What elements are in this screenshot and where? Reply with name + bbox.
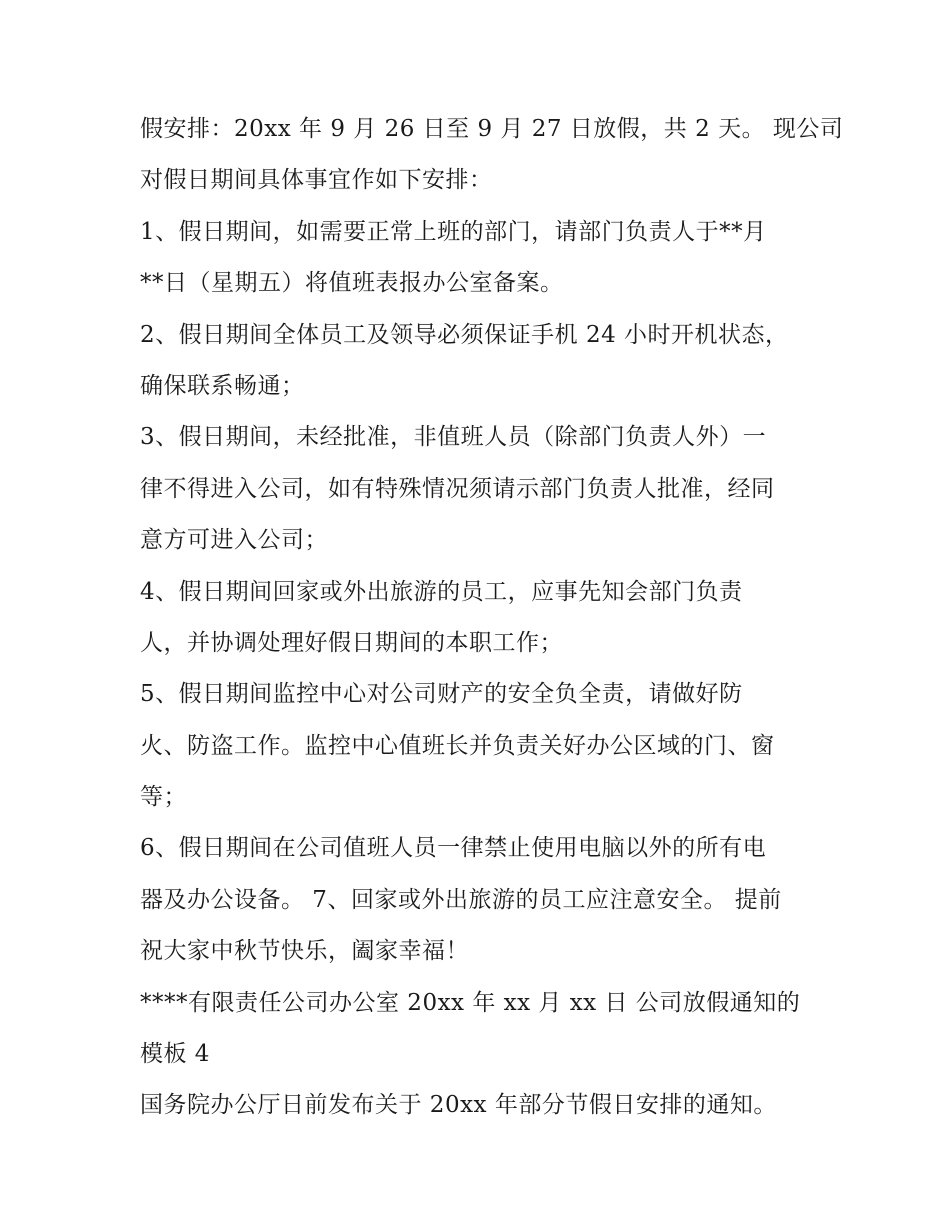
text-line: 模板 4 [140, 1041, 210, 1068]
text-line: 意方可进入公司； [140, 527, 328, 554]
text-line: 器及办公设备。 7、回家或外出旅游的员工应注意安全。 提前 [140, 886, 782, 913]
text-line: 国务院办公厅日前发布关于 20xx 年部分节假日安排的通知。 [140, 1092, 777, 1119]
text-line: 6、假日期间在公司值班人员一律禁止使用电脑以外的所有电 [140, 835, 767, 862]
text-line: 对假日期间具体事宜作如下安排： [140, 167, 493, 194]
text-line: 确保联系畅通； [140, 372, 305, 399]
text-line: 2、假日期间全体员工及领导必须保证手机 24 小时开机状态， [140, 321, 789, 348]
text-line: 3、假日期间，未经批准，非值班人员（除部门负责人外）一 [140, 424, 767, 451]
text-line: 律不得进入公司，如有特殊情况须请示部门负责人批准，经同 [140, 475, 775, 502]
text-line: 1、假日期间，如需要正常上班的部门，请部门负责人于**月 [140, 218, 767, 245]
text-line: 4、假日期间回家或外出旅游的员工，应事先知会部门负责 [140, 578, 743, 605]
text-line: 祝大家中秋节快乐，阖家幸福！ [140, 938, 469, 965]
text-line: 等； [140, 784, 187, 811]
text-line: **日（星期五）将值班表报办公室备案。 [140, 270, 564, 297]
text-line: 5、假日期间监控中心对公司财产的安全负全责，请做好防 [140, 681, 743, 708]
text-line: ****有限责任公司办公室 20xx 年 xx 月 xx 日 公司放假通知的 [140, 989, 801, 1016]
text-line: 假安排：20xx 年 9 月 26 日至 9 月 27 日放假，共 2 天。 现公司 [140, 116, 844, 142]
text-line: 火、防盗工作。监控中心值班长并负责关好办公区域的门、窗 [140, 732, 775, 759]
document-body [140, 104, 844, 1132]
text-line: 人，并协调处理好假日期间的本职工作； [140, 629, 563, 656]
